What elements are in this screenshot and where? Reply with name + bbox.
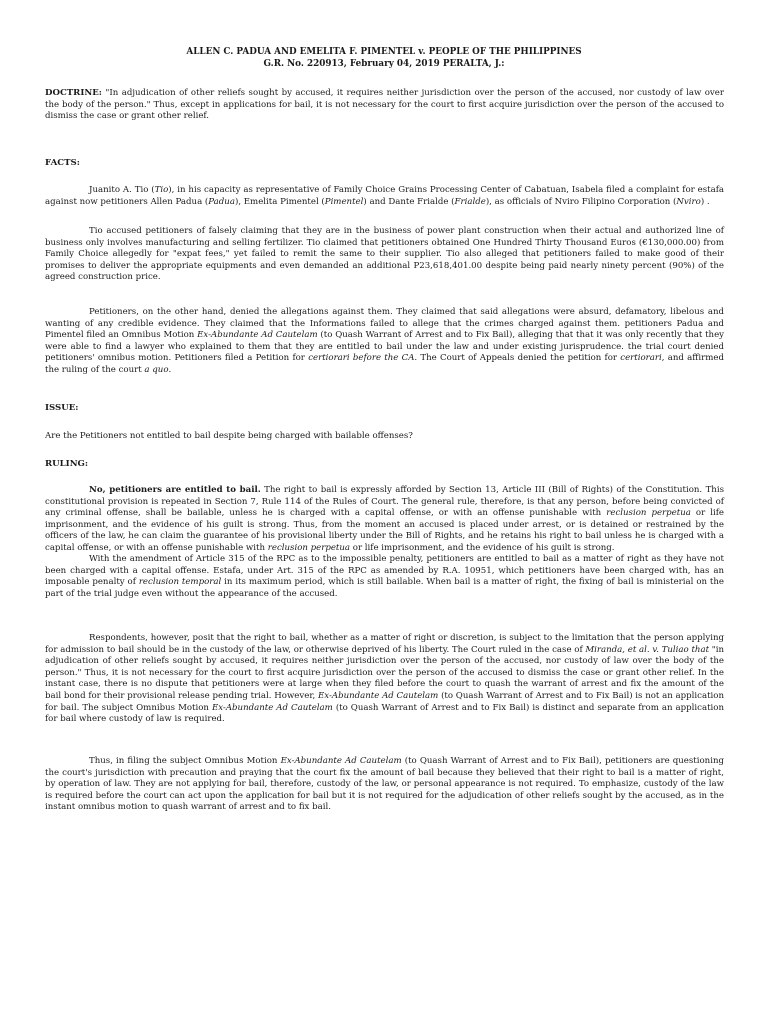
facts-paragraph-1: Juanito A. Tio (Tio), in his capacity as representative of Family Choice Grains Processing Center of Cabatuan, Isabela filed a complaint for estafa against now petitioners Allen Padua (Padua), Emelita Pimentel (Pimentel) and Dante Frialde (Frialde), as officials of Nviro Filipino Corporation (Nviro) . — [45, 185, 725, 207]
doctrine-label: DOCTRINE: — [45, 88, 102, 98]
case-title-citation: G.R. No. 220913, February 04, 2019 PERALTA, J.: — [263, 59, 505, 69]
ruling-paragraph-1: No, petitioners are entitled to bail. The right to bail is expressly afforded by Section 13, Article III (Bill of Rights) of the Constitution. This constitutional provision is repeated in Section 7, Rule 114 of the Rules of Court. The general rule, therefore, is that any person, before being convicted of any criminal offense, shall be bailable, unless he is charged with a capital offense, or with an offense punishable with reclusion perpetua or life imprisonment, and the evidence of his guilt is strong. Thus, from the moment an accused is placed under arrest, or is detained or restrained by the officers of the law, he can claim the guarantee of his provisional liberty under the Bill of Rights, and he retains his right to bail unless he is charged with a capital offense, or with an offense punishable with reclusion perpetua or life imprisonment, and the evidence of his guilt is strong. — [45, 485, 724, 553]
issue-text: Are the Petitioners not entitled to bail despite being charged with bailable offenses? — [45, 431, 413, 441]
facts-paragraph-3: Petitioners, on the other hand, denied the allegations against them. They claimed that said allegations were absurd, defamatory, libelous and wanting of any credible evidence. They claimed that the Informations failed to allege that the crimes charged against them. petitioners Padua and Pimentel filed an Omnibus Motion Ex-Abundante Ad Cautelam (to Quash Warrant of Arrest and to Fix Bail), alleging that that it was only recently that they were able to find a lawyer who explained to them that they are entitled to bail under the law and under existing jurisprudence. the trial court denied petitioners' omnibus motion. Petitioners filed a Petition for certiorari before the CA. The Court of Appeals denied the petition for certiorari, and affirmed the ruling of the court a quo. — [45, 307, 725, 375]
doctrine-paragraph — [45, 88, 724, 123]
doctrine-text: "In adjudication of other reliefs sought by accused, it requires neither jurisdiction over the person of the accused, nor custody of law over the body of the person." Thus, except in applications for bail, it is not necessary for the court to first acquire jurisdiction over the person of the accused to dismiss the case or grant other relief. — [45, 88, 724, 122]
ruling-paragraph-3: Respondents, however, posit that the right to bail, whether as a matter of right or discretion, is subject to the limitation that the person applying for admission to bail should be in the custody of the law, or otherwise deprived of his liberty. The Court ruled in the case of Miranda, et al. v. Tuliao that "in adjudication of other reliefs sought by accused, it requires neither jurisdiction over the person of the accused, nor custody of law over the body of the person." Thus, it is not necessary for the court to first acquire jurisdiction over the person of the accused to dismiss the case or grant other relief. In the instant case, there is no dispute that petitioners were at large when they filed before the court to quash the warrant of arrest and fix the amount of the bail bond for their provisional release pending trial. However, Ex-Abundante Ad Cautelam (to Quash Warrant of Arrest and to Fix Bail) is not an application for bail. The subject Omnibus Motion Ex-Abundante Ad Cautelam (to Quash Warrant of Arrest and to Fix Bail) is distinct and separate from an application for bail where custody of law is required. — [45, 633, 724, 725]
issue-heading: ISSUE: — [45, 403, 79, 413]
case-title-parties: ALLEN C. PADUA AND EMELITA F. PIMENTEL v. PEOPLE OF THE PHILIPPINES — [186, 47, 582, 57]
ruling-paragraph-2: With the amendment of Article 315 of the RPC as to the impossible penalty, petitioners are entitled to bail as a matter of right as they have not been charged with a capital offense. Estafa, under Art. 315 of the RPC as amended by R.A. 10951, which petitioners have been charged with, has an imposable penalty of reclusion temporal in its maximum period, which is still bailable. When bail is a matter of right, the fixing of bail is ministerial on the part of the trial judge even without the appearance of the accused. — [45, 554, 725, 599]
ruling-paragraph-4: Thus, in filing the subject Omnibus Motion Ex-Abundante Ad Cautelam (to Quash Warrant of Arrest and to Fix Bail), petitioners are questioning the court's jurisdiction with precaution and praying that the court fix the amount of bail because they believed that their right to bail is a matter of right, by operation of law. They are not applying for bail, therefore, custody of the law, or personal appearance is not required. To emphasize, custody of the law is required before the court can act upon the application for bail but it is not required for the adjudication of other reliefs sought by the accused, as in the instant omnibus motion to quash warrant of arrest and to fix bail. — [45, 756, 724, 813]
ruling-heading: RULING: — [45, 459, 89, 469]
case-title — [0, 46, 768, 70]
facts-heading: FACTS: — [45, 158, 80, 168]
facts-paragraph-2: Tio accused petitioners of falsely claiming that they are in the business of power plant construction when their actual and authorized line of business only involves manufacturing and selling fertilizer. Tio claimed that petitioners obtained One Hundred Thirty Thousand Euros (€130,000.00) from Family Choice allegedly for "expat fees," yet failed to remit the same to their supplier. Tio also alleged that petitioners failed to make good of their promises to deliver the appropriate equipments and even demanded an additional P23,618,401.00 despite being paid nearly ninety percent (90%) of the agreed construction price. — [45, 226, 724, 283]
